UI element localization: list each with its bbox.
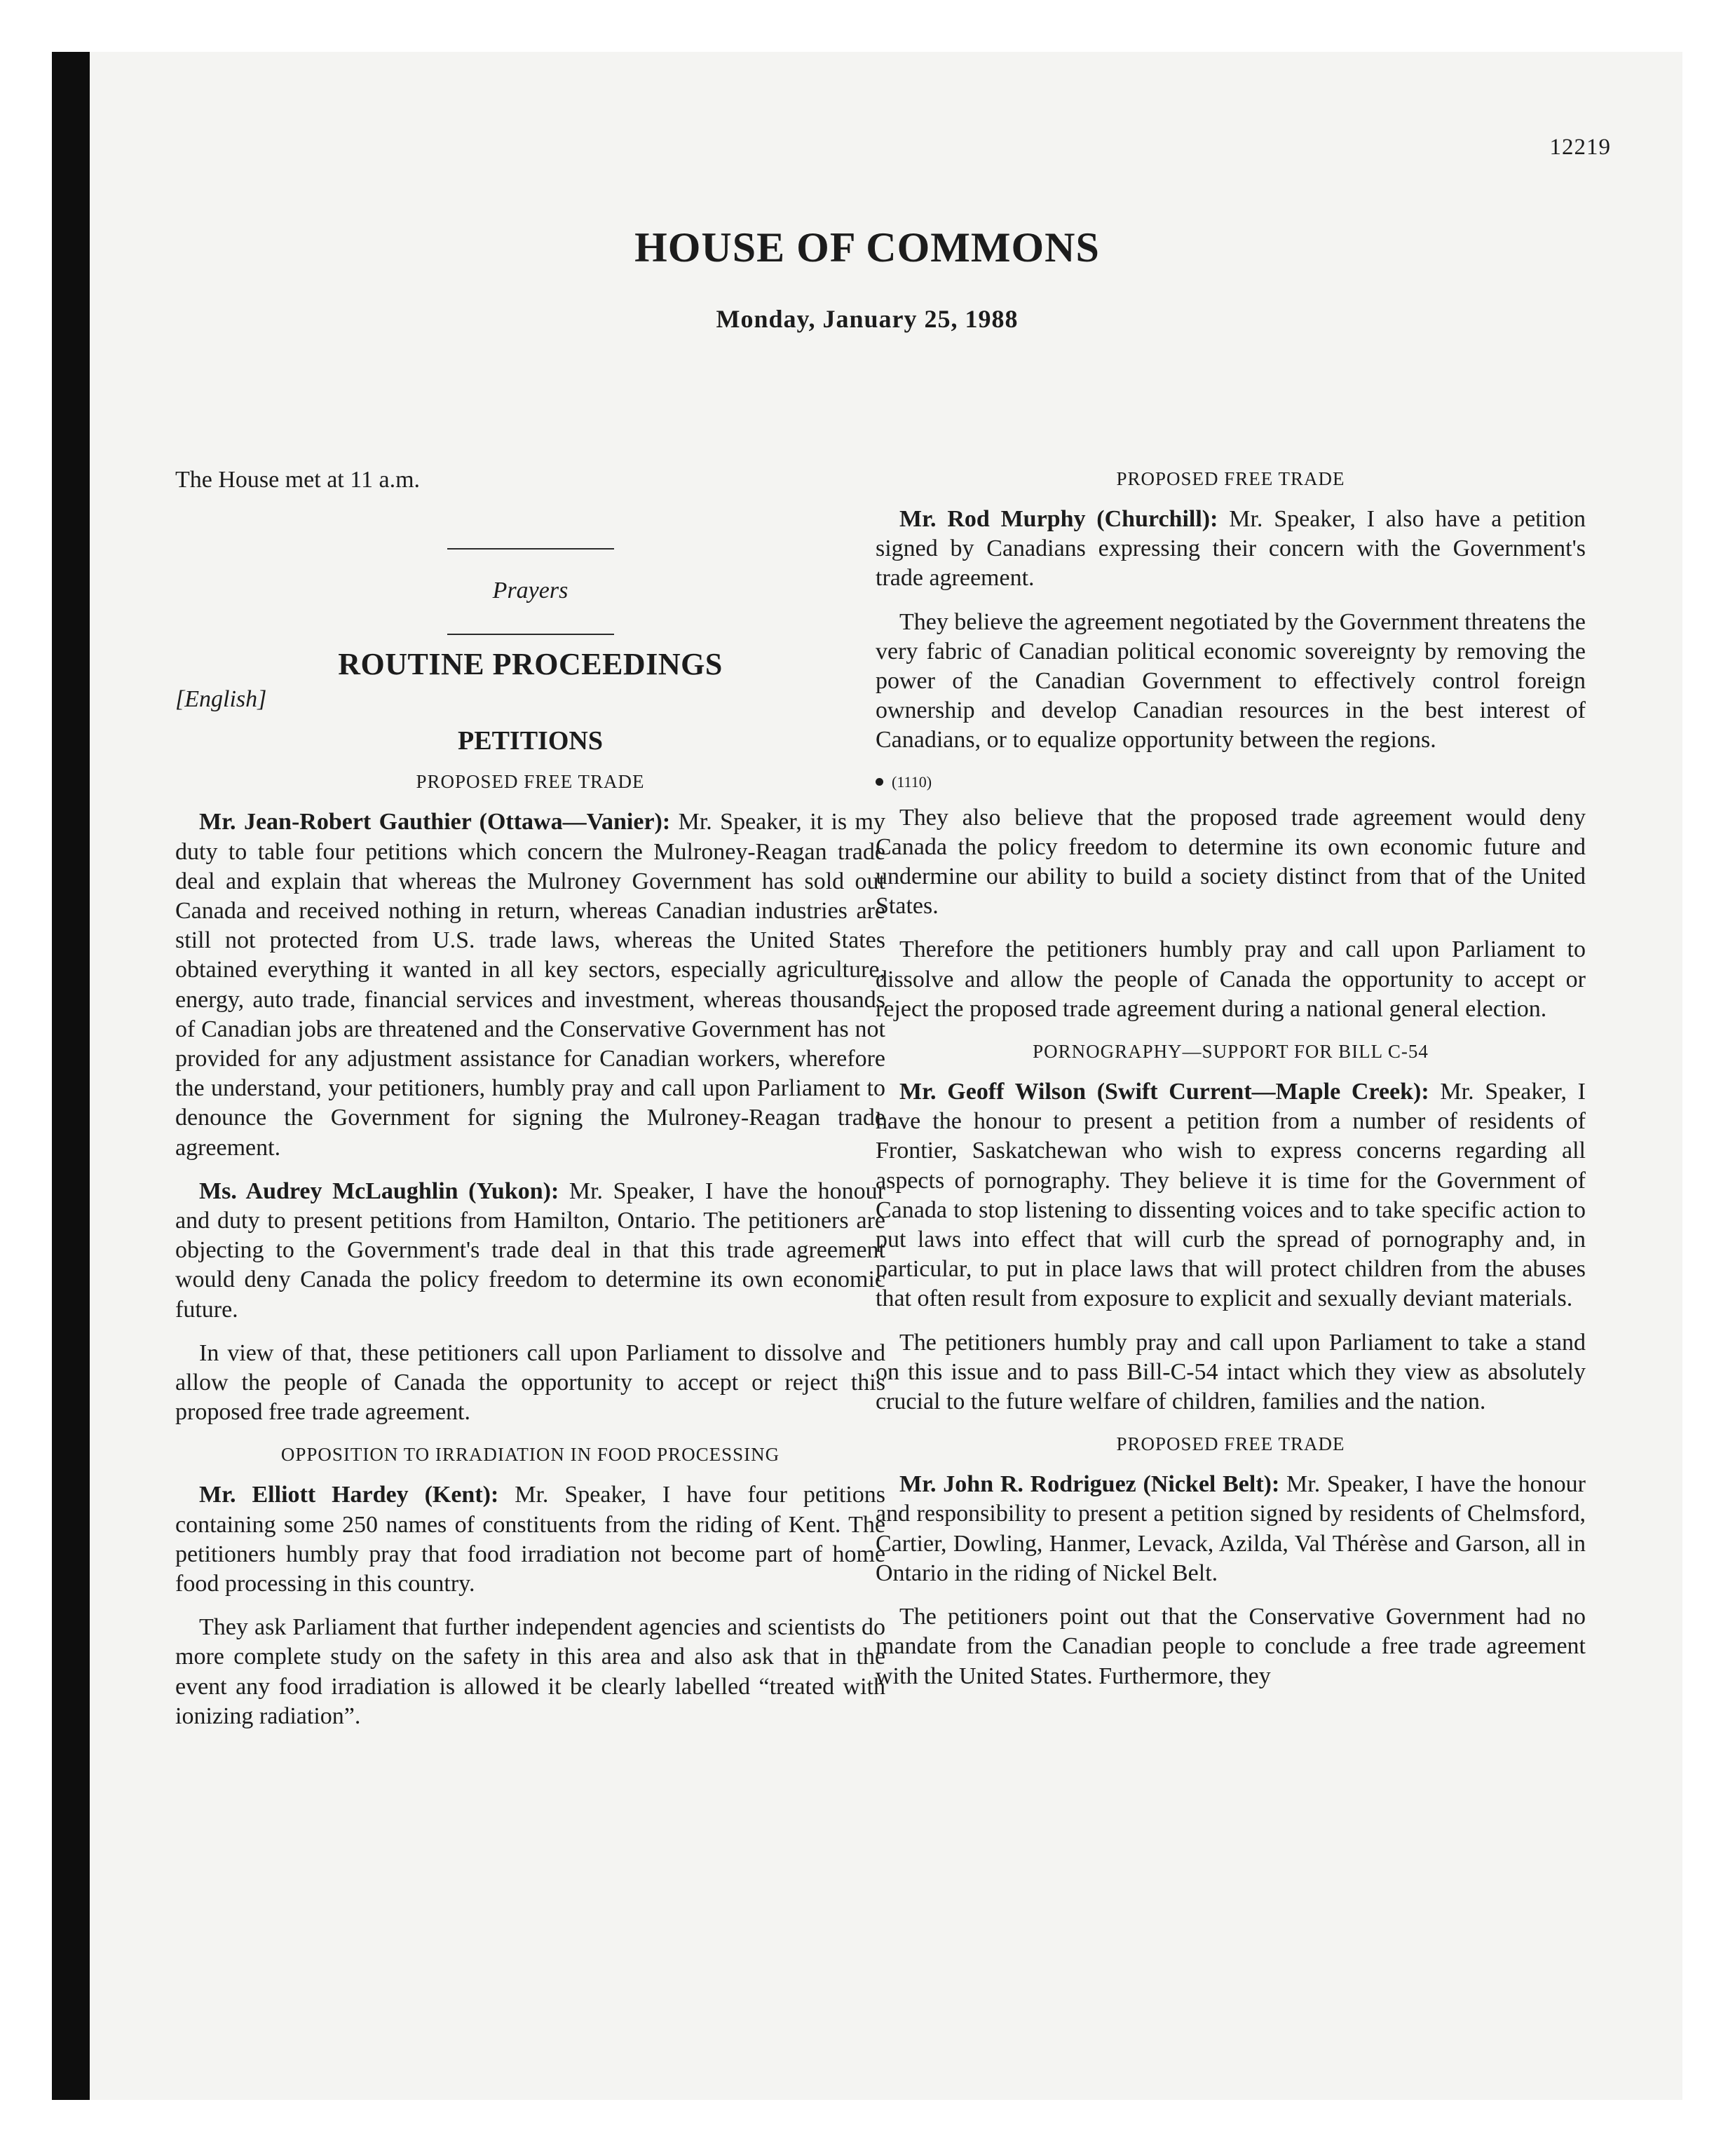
divider-rule bbox=[447, 548, 614, 550]
divider-rule bbox=[447, 634, 614, 635]
paragraph-text: Mr. Speaker, I have the honour and duty to present petitions from Hamilton, Ontario. The petitioners are objecting to the Government's trade deal in that this trade agreement would deny Canada the policy freedom to determine its own economic future. bbox=[175, 1178, 885, 1323]
paragraph: They also believe that the proposed trade agreement would deny Canada the policy freedom to determine its own economic future and undermine our ability to build a society distinct from that of the United States. bbox=[876, 804, 1586, 920]
subheading-pornography: PORNOGRAPHY—SUPPORT FOR BILL C-54 bbox=[1033, 1041, 1429, 1063]
paragraph-text: Mr. Speaker, I have four petitions containing some 250 names of constituents from the riding of Kent. The petitioners humbly pray that food irradiation not become part of home food processing in this country. bbox=[175, 1482, 886, 1597]
section-heading-routine-proceedings: ROUTINE PROCEEDINGS bbox=[338, 647, 723, 682]
speaker-name: Mr. Rod Murphy (Churchill): bbox=[899, 506, 1218, 532]
speaker-name: Mr. Elliott Hardey (Kent): bbox=[199, 1482, 499, 1508]
paragraph bbox=[876, 1077, 1586, 1314]
paragraph-text: Mr. Speaker, I also have a petition signed by Canadians expressing their concern with the Government's trade agreement. bbox=[876, 506, 1586, 592]
binding-edge bbox=[52, 52, 90, 2100]
speaker-name: Mr. Geoff Wilson (Swift Current—Maple Creek): bbox=[899, 1079, 1429, 1105]
subheading-proposed-free-trade: PROPOSED FREE TRADE bbox=[1116, 1433, 1345, 1455]
paragraph-text: Mr. Speaker, I have the honour and responsibility to present a petition signed by residents of Chelmsford, Cartier, Dowling, Hanmer, Levack, Azilda, Val Thérèse and Garson, all in Ontario in the riding of Nickel Belt. bbox=[876, 1471, 1586, 1586]
subheading-irradiation: OPPOSITION TO IRRADIATION IN FOOD PROCESSING bbox=[280, 1444, 780, 1466]
paragraph: They believe the agreement negotiated by the Government threatens the very fabric of Canadian political economic sovereignty by removing the power of the Canadian Government to effectively control foreign ownership and develop Canadian resources in the best interest of Canadians, or to equalize opportunity between the regions. bbox=[876, 608, 1586, 753]
prayers-label: Prayers bbox=[492, 578, 569, 604]
language-marker: [English] bbox=[175, 686, 267, 713]
paragraph: They ask Parliament that further independent agencies and scientists do more complete study on the safety in this area and also ask that in the event any food irradiation is allowed it be clearly labelled “treated with ionizing radiation”. bbox=[175, 1614, 885, 1729]
paragraph bbox=[876, 1470, 1586, 1588]
sitting-start-text: The House met at 11 a.m. bbox=[175, 467, 421, 493]
page-date: Monday, January 25, 1988 bbox=[716, 305, 1019, 333]
paragraph-text: Mr. Speaker, it is my duty to table four petitions which concern the Mulroney-Reagan trade deal and explain that whereas the Mulroney Government has sold out Canada and received nothing in return, whereas Canadian industries are still not protected from U.S. trade laws, whereas the United States obtained everything it wanted in all key sectors, especially agriculture, energy, auto trade, financial services and investment, whereas thousands of Canadian jobs are threatened and the Conservative Government has not provided for any adjustment assistance for Canadian workers, wherefore the understand, your petitioners, humbly pray and call upon Parliament to denounce the Government for signing the Mulroney-Reagan trade agreement. bbox=[175, 809, 885, 1161]
paragraph-text: Mr. Speaker, I have the honour to present a petition from a number of residents of Frontier, Saskatchewan who wish to express concerns regarding all aspects of pornography. They believe it is time for the Government of Canada to stop listening to dissenting voices and to take specific action to put laws into effect that will curb the spread of pornography and, in particular, to put in place laws that will protect children from the abuses that often result from exposure to explicit and sexually deviant materials. bbox=[876, 1079, 1586, 1312]
paragraph bbox=[175, 807, 885, 1162]
left-column bbox=[175, 465, 885, 1745]
paragraph: Therefore the petitioners humbly pray and call upon Parliament to dissolve and allow the people of Canada the opportunity to accept or reject the proposed trade agreement during a national general election. bbox=[876, 936, 1586, 1022]
paragraph bbox=[876, 505, 1586, 594]
subheading-proposed-free-trade: PROPOSED FREE TRADE bbox=[1116, 468, 1345, 489]
subheading-proposed-free-trade: PROPOSED FREE TRADE bbox=[416, 771, 645, 793]
page-title: HOUSE OF COMMONS bbox=[634, 224, 1100, 271]
paragraph: The petitioners humbly pray and call upon Parliament to take a stand on this issue and to pass Bill-C-54 intact which they view as absolutely crucial to the future welfare of children, families and the nation. bbox=[876, 1329, 1586, 1415]
page-number: 12219 bbox=[1549, 135, 1611, 160]
bullet-icon bbox=[876, 778, 883, 786]
document-page bbox=[52, 52, 1682, 2100]
section-heading-petitions: PETITIONS bbox=[458, 726, 603, 756]
right-column bbox=[876, 465, 1586, 1705]
speaker-name: Ms. Audrey McLaughlin (Yukon): bbox=[199, 1178, 559, 1204]
paragraph bbox=[175, 1177, 885, 1325]
paragraph: The petitioners point out that the Conservative Government had no mandate from the Canadian people to conclude a free trade agreement with the United States. Furthermore, they bbox=[876, 1604, 1586, 1689]
paragraph: In view of that, these petitioners call upon Parliament to dissolve and allow the people of Canada the opportunity to accept or reject this proposed free trade agreement. bbox=[175, 1339, 885, 1426]
paragraph bbox=[175, 1480, 885, 1599]
time-marker bbox=[876, 768, 1586, 796]
speaker-name: Mr. John R. Rodriguez (Nickel Belt): bbox=[899, 1471, 1280, 1498]
speaker-name: Mr. Jean-Robert Gauthier (Ottawa—Vanier): bbox=[199, 809, 671, 835]
time-marker-text: (1110) bbox=[892, 772, 932, 791]
